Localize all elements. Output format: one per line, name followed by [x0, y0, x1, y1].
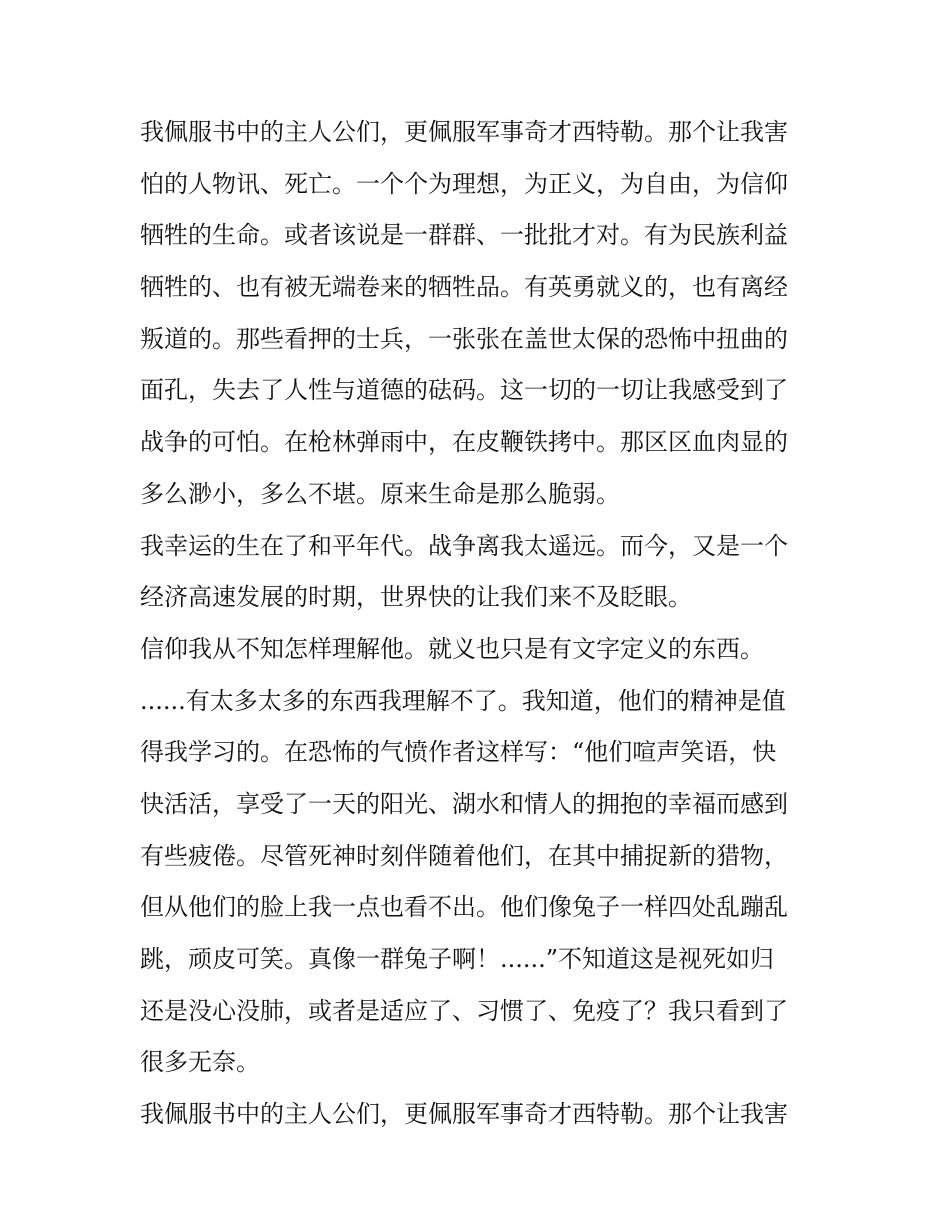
- text-line: 面孔，失去了人性与道德的砝码。这一切的一切让我感受到了: [140, 376, 788, 405]
- text-line: 经济高速发展的时期，世界快的让我们来不及眨眼。: [140, 583, 692, 612]
- text-line: 战争的可怕。在枪林弹雨中，在皮鞭铁拷中。那区区血肉显的: [140, 428, 788, 457]
- text-line: 还是没心没肺，或者是适应了、习惯了、免疫了？我只看到了: [140, 996, 788, 1025]
- body-text: [140, 107, 816, 1141]
- text-line: 多么渺小，多么不堪。原来生命是那么脆弱。: [140, 479, 620, 508]
- text-line: 牺牲的、也有被无端卷来的牺牲品。有英勇就义的，也有离经: [140, 273, 788, 302]
- text-line: 快活活，享受了一天的阳光、湖水和情人的拥抱的幸福而感到: [140, 789, 788, 818]
- text-line: 跳，顽皮可笑。真像一群兔子啊！......”不知道这是视死如归: [140, 945, 775, 973]
- text-line: ......有太多太多的东西我理解不了。我知道，他们的精神是值: [140, 686, 786, 715]
- text-line: 我幸运的生在了和平年代。战争离我太遥远。而今，又是一个: [140, 531, 788, 560]
- text-line: 但从他们的脸上我一点也看不出。他们像兔子一样四处乱蹦乱: [140, 893, 788, 922]
- text-line: 叛道的。那些看押的士兵，一张张在盖世太保的恐怖中扭曲的: [140, 324, 788, 353]
- text-line: 怕的人物讯、死亡。一个个为理想，为正义，为自由，为信仰: [140, 169, 788, 198]
- text-line: 我佩服书中的主人公们，更佩服军事奇才西特勒。那个让我害: [140, 1100, 788, 1129]
- text-line: 我佩服书中的主人公们，更佩服军事奇才西特勒。那个让我害: [140, 118, 788, 146]
- text-line: 牺牲的生命。或者该说是一群群、一批批才对。有为民族利益: [140, 221, 788, 250]
- text-line: 很多无奈。: [140, 1048, 260, 1077]
- text-line: 有些疲倦。尽管死神时刻伴随着他们，在其中捕捉新的猎物，: [140, 841, 788, 870]
- text-line: 得我学习的。在恐怖的气愤作者这样写：“他们喧声笑语，快: [140, 738, 777, 767]
- text-line: 信仰我从不知怎样理解他。就义也只是有文字定义的东西。: [140, 634, 764, 663]
